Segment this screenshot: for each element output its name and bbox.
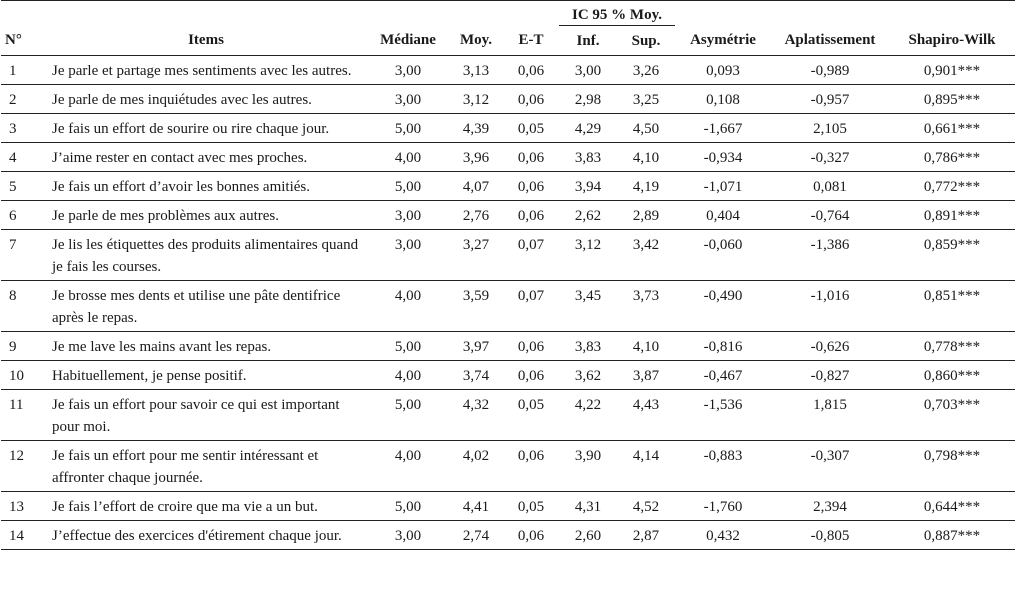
cell-skewness: -1,760: [703, 499, 743, 515]
cell-kurtosis: -0,626: [810, 339, 850, 355]
cell-upper: 3,26: [632, 63, 660, 79]
cell-number: 6: [9, 208, 17, 224]
cell-number: 1: [9, 63, 17, 79]
col-header-mean: Moy.: [449, 26, 503, 56]
cell-skewness: -1,667: [703, 121, 743, 137]
cell-median: 5,00: [394, 121, 422, 137]
cell-median: 4,00: [394, 150, 422, 166]
cell-item: Je parle de mes problèmes aux autres.: [52, 208, 279, 224]
cell-median: 3,00: [394, 528, 422, 544]
col-header-median: Médiane: [367, 26, 449, 56]
cell-sd: 0,05: [517, 499, 545, 515]
cell-mean: 3,27: [462, 237, 490, 253]
cell-shapiro-wilk: 0,891***: [923, 208, 981, 224]
cell-upper: 4,52: [632, 499, 660, 515]
cell-sd: 0,06: [517, 448, 545, 464]
cell-number: 13: [9, 499, 24, 515]
cell-kurtosis: -0,957: [810, 92, 850, 108]
cell-item: Je fais un effort d’avoir les bonnes amitiés.: [52, 179, 310, 195]
cell-upper: 3,73: [632, 288, 660, 304]
cell-item: Je parle et partage mes sentiments avec les autres.: [52, 63, 352, 79]
table-row: [1, 114, 1015, 143]
cell-item: Je me lave les mains avant les repas.: [52, 339, 272, 355]
cell-lower: 2,60: [574, 528, 602, 544]
cell-median: 5,00: [394, 179, 422, 195]
cell-upper: 4,10: [632, 339, 660, 355]
cell-number: 4: [9, 150, 17, 166]
cell-kurtosis: -1,386: [810, 237, 850, 253]
table-body: [1, 56, 1015, 550]
cell-skewness: 0,108: [706, 92, 740, 108]
cell-mean: 4,41: [462, 499, 490, 515]
cell-item: Je lis les étiquettes des produits alimentaires quand je fais les courses.: [52, 237, 359, 275]
cell-sd: 0,07: [517, 288, 545, 304]
table-row: [1, 56, 1015, 85]
cell-mean: 2,76: [462, 208, 490, 224]
table-row: [1, 143, 1015, 172]
col-header-kurtosis: Aplatissement: [771, 26, 889, 56]
table-row: [1, 441, 1015, 492]
cell-lower: 4,29: [574, 121, 602, 137]
cell-mean: 3,59: [462, 288, 490, 304]
cell-median: 3,00: [394, 63, 422, 79]
col-header-number: N°: [1, 26, 45, 56]
cell-item: Je parle de mes inquiétudes avec les autres.: [52, 92, 312, 108]
cell-shapiro-wilk: 0,703***: [923, 397, 981, 413]
cell-upper: 3,87: [632, 368, 660, 384]
cell-kurtosis: -0,764: [810, 208, 850, 224]
cell-kurtosis: 2,105: [813, 121, 847, 137]
cell-skewness: -1,536: [703, 397, 743, 413]
cell-item: J’aime rester en contact avec mes proches.: [52, 150, 308, 166]
cell-shapiro-wilk: 0,860***: [923, 368, 981, 384]
cell-shapiro-wilk: 0,778***: [923, 339, 981, 355]
cell-median: 3,00: [394, 208, 422, 224]
table-row: [1, 521, 1015, 550]
cell-mean: 3,12: [462, 92, 490, 108]
cell-upper: 3,42: [632, 237, 660, 253]
cell-number: 7: [9, 237, 17, 253]
cell-shapiro-wilk: 0,851***: [923, 288, 981, 304]
col-header-sd: E-T: [503, 26, 559, 56]
cell-number: 5: [9, 179, 17, 195]
cell-sd: 0,05: [517, 121, 545, 137]
col-header-skewness: Asymétrie: [675, 26, 771, 56]
cell-median: 5,00: [394, 499, 422, 515]
cell-skewness: -0,816: [703, 339, 743, 355]
cell-sd: 0,06: [517, 63, 545, 79]
table-row: [1, 390, 1015, 441]
cell-skewness: 0,432: [706, 528, 740, 544]
cell-median: 4,00: [394, 448, 422, 464]
cell-median: 5,00: [394, 339, 422, 355]
cell-sd: 0,06: [517, 368, 545, 384]
cell-median: 4,00: [394, 368, 422, 384]
cell-lower: 3,94: [574, 179, 602, 195]
cell-lower: 2,98: [574, 92, 602, 108]
cell-kurtosis: -0,805: [810, 528, 850, 544]
cell-item: Je brosse mes dents et utilise une pâte dentifrice après le repas.: [52, 288, 341, 326]
cell-sd: 0,06: [517, 150, 545, 166]
cell-shapiro-wilk: 0,887***: [923, 528, 981, 544]
table-row: [1, 281, 1015, 332]
cell-shapiro-wilk: 0,895***: [923, 92, 981, 108]
cell-shapiro-wilk: 0,786***: [923, 150, 981, 166]
cell-upper: 4,43: [632, 397, 660, 413]
cell-median: 3,00: [394, 237, 422, 253]
cell-lower: 3,83: [574, 339, 602, 355]
cell-item: Habituellement, je pense positif.: [52, 368, 247, 384]
cell-number: 10: [9, 368, 24, 384]
cell-sd: 0,06: [517, 528, 545, 544]
cell-lower: 4,22: [574, 397, 602, 413]
cell-upper: 4,19: [632, 179, 660, 195]
cell-upper: 2,87: [632, 528, 660, 544]
cell-kurtosis: -0,327: [810, 150, 850, 166]
statistics-table: [1, 0, 1015, 550]
cell-lower: 4,31: [574, 499, 602, 515]
cell-item: Je fais un effort pour savoir ce qui est important pour moi.: [52, 397, 340, 435]
header-row: [1, 26, 1015, 56]
cell-skewness: -0,060: [703, 237, 743, 253]
table-row: [1, 332, 1015, 361]
cell-skewness: -0,467: [703, 368, 743, 384]
cell-median: 4,00: [394, 288, 422, 304]
cell-shapiro-wilk: 0,772***: [923, 179, 981, 195]
ci-group-header: IC 95 % Moy.: [559, 1, 675, 26]
cell-lower: 3,90: [574, 448, 602, 464]
cell-skewness: -0,934: [703, 150, 743, 166]
cell-sd: 0,06: [517, 339, 545, 355]
cell-kurtosis: -0,827: [810, 368, 850, 384]
cell-mean: 4,32: [462, 397, 490, 413]
table-row: [1, 361, 1015, 390]
cell-kurtosis: 2,394: [813, 499, 847, 515]
cell-number: 14: [9, 528, 24, 544]
cell-number: 9: [9, 339, 17, 355]
cell-upper: 4,10: [632, 150, 660, 166]
cell-upper: 2,89: [632, 208, 660, 224]
cell-mean: 4,02: [462, 448, 490, 464]
cell-number: 3: [9, 121, 17, 137]
cell-skewness: -0,490: [703, 288, 743, 304]
cell-sd: 0,05: [517, 397, 545, 413]
col-header-shapiro-wilk: Shapiro-Wilk: [889, 26, 1015, 56]
cell-shapiro-wilk: 0,901***: [923, 63, 981, 79]
cell-lower: 2,62: [574, 208, 602, 224]
cell-lower: 3,12: [574, 237, 602, 253]
cell-median: 3,00: [394, 92, 422, 108]
cell-mean: 2,74: [462, 528, 490, 544]
table-row: [1, 492, 1015, 521]
cell-sd: 0,06: [517, 92, 545, 108]
cell-shapiro-wilk: 0,859***: [923, 237, 981, 253]
cell-mean: 3,97: [462, 339, 490, 355]
cell-shapiro-wilk: 0,798***: [923, 448, 981, 464]
cell-skewness: -0,883: [703, 448, 743, 464]
cell-kurtosis: 0,081: [813, 179, 847, 195]
cell-upper: 3,25: [632, 92, 660, 108]
cell-kurtosis: 1,815: [813, 397, 847, 413]
cell-skewness: 0,093: [706, 63, 740, 79]
cell-kurtosis: -1,016: [810, 288, 850, 304]
col-header-items: Items: [45, 26, 367, 56]
cell-number: 12: [9, 448, 24, 464]
cell-upper: 4,50: [632, 121, 660, 137]
cell-mean: 3,96: [462, 150, 490, 166]
cell-number: 2: [9, 92, 17, 108]
cell-kurtosis: -0,307: [810, 448, 850, 464]
cell-skewness: -1,071: [703, 179, 743, 195]
cell-number: 11: [9, 397, 24, 413]
col-header-lower: Inf.: [559, 26, 617, 56]
table-row: [1, 230, 1015, 281]
cell-sd: 0,07: [517, 237, 545, 253]
cell-number: 8: [9, 288, 17, 304]
cell-lower: 3,62: [574, 368, 602, 384]
table-row: [1, 85, 1015, 114]
table-row: [1, 201, 1015, 230]
cell-shapiro-wilk: 0,661***: [923, 121, 981, 137]
cell-median: 5,00: [394, 397, 422, 413]
cell-mean: 4,07: [462, 179, 490, 195]
cell-kurtosis: -0,989: [810, 63, 850, 79]
cell-lower: 3,45: [574, 288, 602, 304]
table-row: [1, 172, 1015, 201]
cell-item: Je fais un effort pour me sentir intéressant et affronter chaque journée.: [52, 448, 319, 486]
cell-mean: 3,74: [462, 368, 490, 384]
cell-skewness: 0,404: [706, 208, 740, 224]
cell-shapiro-wilk: 0,644***: [923, 499, 981, 515]
cell-mean: 4,39: [462, 121, 490, 137]
cell-mean: 3,13: [462, 63, 490, 79]
col-header-upper: Sup.: [617, 26, 675, 56]
cell-item: J’effectue des exercices d'étirement chaque jour.: [52, 528, 342, 544]
cell-sd: 0,06: [517, 179, 545, 195]
cell-item: Je fais l’effort de croire que ma vie a un but.: [52, 499, 318, 515]
cell-lower: 3,00: [574, 63, 602, 79]
cell-item: Je fais un effort de sourire ou rire chaque jour.: [52, 121, 330, 137]
cell-upper: 4,14: [632, 448, 660, 464]
cell-lower: 3,83: [574, 150, 602, 166]
cell-sd: 0,06: [517, 208, 545, 224]
header-group-row: [1, 1, 1015, 26]
